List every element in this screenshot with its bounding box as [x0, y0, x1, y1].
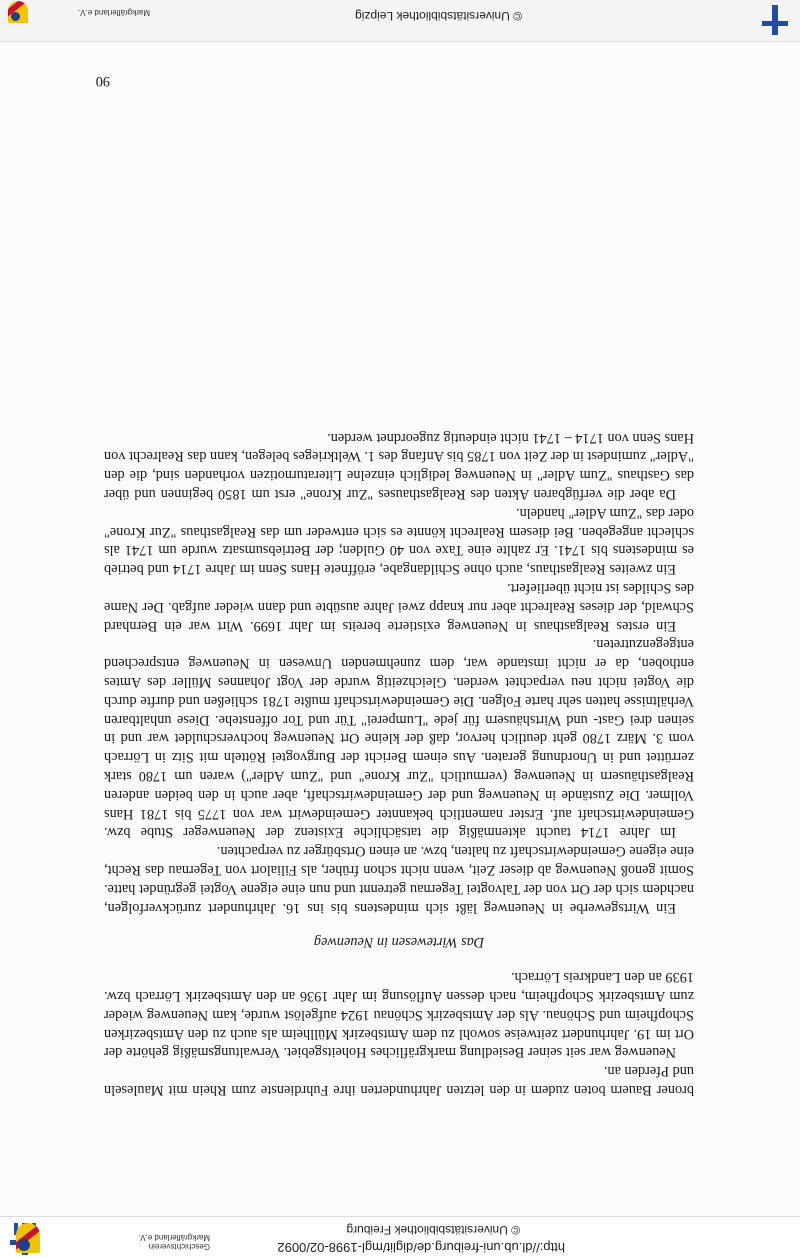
geschichtsverein-crest-icon — [16, 1223, 40, 1253]
paragraph: Ein zweites Realgasthaus, auch ohne Schildangabe, eröffnete Hans Senn im Jahre 1714 und betrieb es mindestens bis 1741. Er zahlte eine Taxe von 40 Gulden; der Betriebsumsatz wurde um 1741 als schlecht angegeben. Bei diesem Realrecht könnte es sich entweder um das Realgasthaus "Zur Krone" oder das "Zum Adler" handeln. — [104, 504, 694, 578]
paragraph: broner Bauern boten zudem in den letzten Jahrhunderten ihre Fuhrdienste zum Rhein mit Mauleseln und Pferden an. — [104, 1063, 694, 1098]
viewer-header-band — [0, 0, 800, 42]
association-line-2: Markgräflerland e.V. — [138, 1233, 210, 1242]
association-name-top: Markgräflerland e.V. — [78, 8, 150, 17]
document-body — [104, 428, 694, 1099]
association-name — [60, 1233, 210, 1251]
ub-leipzig-logo-icon — [762, 5, 788, 35]
library-credit: © Universitätsbibliothek Freiburg — [346, 1223, 520, 1237]
viewer-footer-band — [0, 1216, 800, 1259]
paragraph: Ein Wirtsgewerbe in Neuenweg läßt sich mindestens bis ins 16. Jahrhundert zurückverfolgen, nachdem sich der Ort von der Talvogtei Tegernau getrennt und nun eine eigene Vogtei gegründet hatte. Somit genoß Neuenweg ab dieser Zeit, wenn nicht schon früher, als Filialort von Tegernau das Recht, eine eigene Gemeindewirtschaft zu halten, bzw. an einen Ortsbürger zu verpachten. — [104, 843, 694, 916]
association-line-1: Geschichtsverein — [148, 1242, 210, 1251]
paragraph: Ein erstes Realgasthaus in Neuenweg existierte bereits im Jahr 1699. Wirt war ein Bernhard Schwald, der dieses Realrecht aber nur knapp zwei Jahre ausübte und dann wieder aufgab. Der Name des Schildes ist nicht überliefert. — [104, 580, 694, 634]
page-number: 90 — [95, 73, 110, 89]
section-heading: Das Wirtewesen in Neuenweg — [313, 934, 485, 951]
paragraph: Neuenweg war seit seiner Besiedlung markgräfliches Hoheitsgebiet. Verwaltungsmäßig gehörte der Ort im 19. Jahrhundert zeitweise sowohl zu dem Amtsbezirk Müllheim als auch zu den Amtsbezirken Schopfheim und Schönau. Als der Amtsbezirk Schönau 1924 aufgelöst wurde, kam Neuenweg wieder zum Amtsbezirk Schopfheim, nach dessen Auflösung im Jahr 1936 an den Amtsbezirk Lörrach bzw. 1939 an den Landkreis Lörrach. — [104, 969, 694, 1061]
url-text[interactable]: http://dl.ub.uni-freiburg.de/diglit/mgl-1998-02/0092 — [277, 1240, 565, 1255]
paragraph: Da aber die verfügbaren Akten des Realgasthauses "Zur Krone" erst um 1850 beginnen und über das Gasthaus "Zum Adler" in Neuenweg lediglich einzelne Literaturnotizen vorhanden sind, die den "Adler" zumindest in der Zeit von 1785 bis Anfang des 1. Weltkrieges belegen, kann das Realrecht von Hans Senn von 1714 – 1741 nicht eindeutig zugeordnet werden. — [104, 429, 694, 503]
crest-icon — [8, 1, 28, 23]
paragraph: Im Jahre 1714 taucht aktenmäßig die tatsächliche Existenz der Neuenweger Stube bzw. Gemeindewirtschaft auf. Erster namentlich bekannter Gemeindewirt war von 1775 bis 1781 Hans Vollmer. Die Zustände in Neuenweg und der Gemeindewirtschaft, aber auch in den beiden anderen Realgasthäusern in Neuenweg (vermutlich "Zur Krone" und "Zum Adler") waren um 1780 stark zerrüttet und in Unordnung geraten. Aus einem Bericht der Burgvogtei Rötteln mit Sitz in Lörrach vom 3. März 1780 geht deutlich hervor, daß der kleine Ort Neuenweg hochverschuldet war und in seinen drei Gast- und Wirtshäusern für jede "Lumperei" Tür und Tor offenstehe. Diese unhaltbaren Verhältnisse hatten sehr harte Folgen. Die Gemeindewirtschaft mußte 1781 schließen und durfte durch die Vogtei nicht neu verpachtet werden. Gleichzeitig wurde der Vogt Johannes Müller des Amtes enthoben, da er nicht imstande war, dem zunehmenden Unwesen in Neuenweg entsprechend entgegenzutreten. — [104, 636, 694, 841]
library-credit-top: © Universitätsbibliothek Leipzig — [355, 9, 522, 23]
